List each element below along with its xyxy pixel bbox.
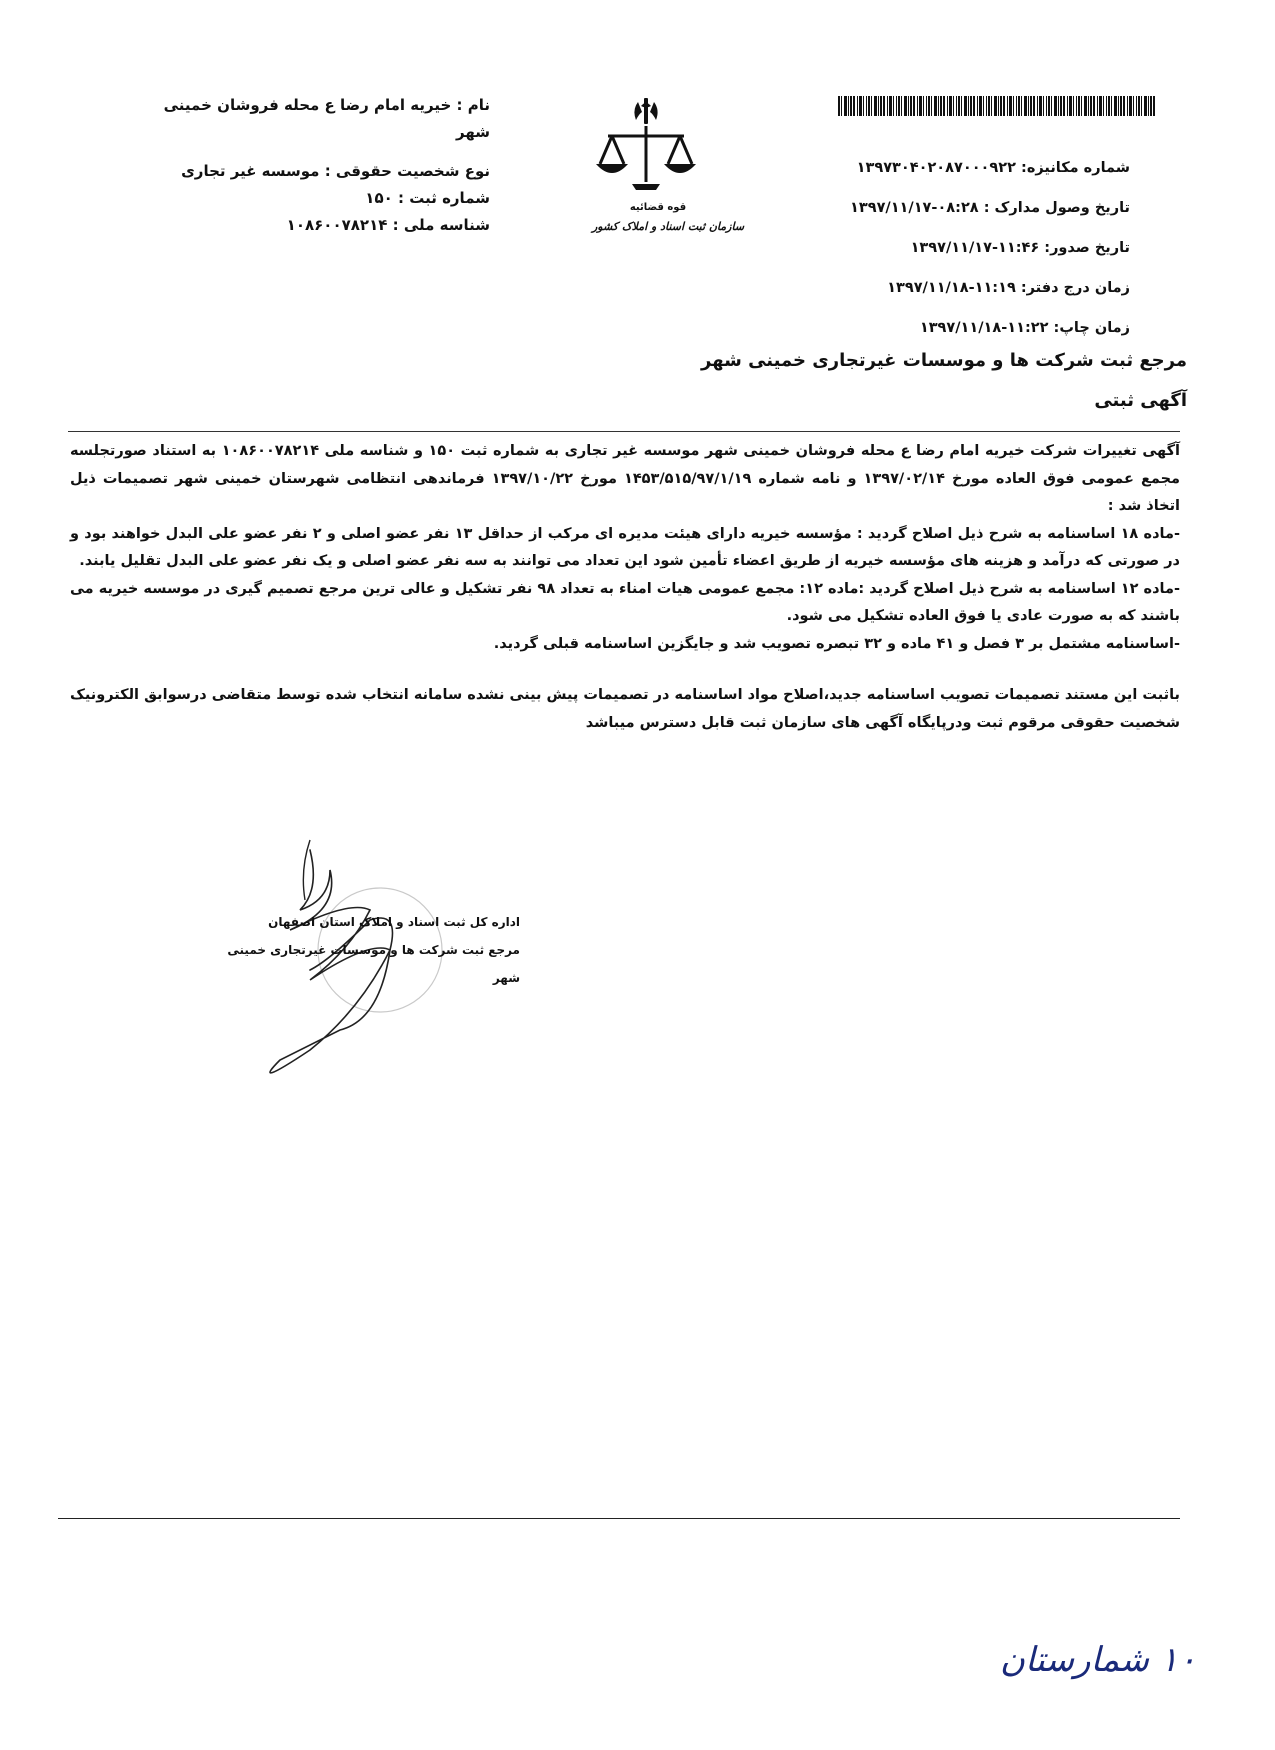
signature-reference: مرجع ثبت شرکت ها و موسسات غیرتجاری خمینی شهر — [227, 943, 520, 985]
body-paragraph-intro: آگهی تغییرات شرکت خیریه امام رضا ع محله فروشان خمینی شهر موسسه غیر تجاری به شماره ثبت ۱۵۰ و شناسه ملی ۱۰۸۶۰۰۷۸۲۱۴ به استناد صورتجلسه مجمع عمومی فوق العاده مورخ ۱۳۹۷/۰۲/۱۴ و نامه شماره ۱۴۵۳/۵۱۵/۹۷/۱/۱۹ مورخ ۱۳۹۷/۱۰/۲۲ فرماندهی انتظامی شهرستان خمینی شهر تصمیمات ذیل اتخاذ شد : — [70, 443, 1181, 514]
receipt-date: تاریخ وصول مدارک : ۰۸:۲۸-۱۳۹۷/۱۱/۱۷ — [850, 200, 1130, 216]
legal-type: نوع شخصیت حقوقی : موسسه غیر تجاری — [181, 162, 490, 180]
entity-info-block — [163, 92, 490, 239]
announcement-body — [70, 438, 1180, 737]
top-divider — [68, 431, 1180, 432]
mechanized-number: شماره مکانیزه: ۱۳۹۷۳۰۴۰۲۰۸۷۰۰۰۹۲۲ — [856, 160, 1130, 176]
bottom-divider — [58, 1518, 1180, 1519]
body-paragraph-article-12: -ماده ۱۲ اساسنامه به شرح ذیل اصلاح گردید :ماده ۱۲: مجمع عمومی هیات امناء به تعداد ۹۸ نفر تشکیل و عالی ترین مرجع تصمیم گیری در موسسه خیریه می باشند که به صورت عادی یا فوق العاده تشکیل می شود. — [70, 580, 1180, 624]
national-id: شناسه ملی : ۱۰۸۶۰۰۷۸۲۱۴ — [286, 216, 490, 234]
body-paragraph-closing: باثبت این مستند تصمیمات تصویب اساسنامه جدید،اصلاح مواد اساسنامه در تصمیمات پیش بینی نشده سامانه انتخاب شده توسط متقاضی درسوابق الکترونیک شخصیت حقوقی مرقوم ثبت ودرپایگاه آگهی های سازمان ثبت قابل دسترس میباشد — [70, 687, 1180, 731]
signature-block — [200, 908, 520, 992]
registry-org-label: سازمان ثبت اسناد و املاک کشور — [591, 220, 745, 233]
document-meta-block — [830, 148, 1130, 348]
handwritten-note: ۱۰ شمارستان — [1000, 1640, 1197, 1680]
barcode-icon — [838, 96, 1156, 116]
iran-judiciary-scales-emblem-icon — [578, 92, 768, 252]
entity-name-cont: شهر — [456, 123, 490, 141]
issue-date: تاریخ صدور: ۱۱:۴۶-۱۳۹۷/۱۱/۱۷ — [910, 240, 1130, 256]
registry-reference-title: مرجع ثبت شرکت ها و موسسات غیرتجاری خمینی شهر — [701, 350, 1187, 371]
judiciary-label: قوه قضائیه — [629, 202, 687, 213]
body-paragraph-statute: -اساسنامه مشتمل بر ۳ فصل و ۴۱ ماده و ۳۲ تبصره تصویب شد و جایگزین اساسنامه قبلی گردید. — [493, 635, 1180, 652]
record-time: زمان درج دفتر: ۱۱:۱۹-۱۳۹۷/۱۱/۱۸ — [887, 280, 1130, 296]
entity-name: نام : خیریه امام رضا ع محله فروشان خمینی — [163, 96, 490, 114]
print-time: زمان چاپ: ۱۱:۲۲-۱۳۹۷/۱۱/۱۸ — [919, 320, 1130, 336]
signature-office: اداره کل ثبت اسناد و املاک استان اصفهان — [268, 915, 520, 929]
ad-title: آگهی ثبتی — [1094, 390, 1187, 411]
body-paragraph-article-18: -ماده ۱۸ اساسنامه به شرح ذیل اصلاح گردید : مؤسسه خیریه دارای هیئت مدیره ای مرکب از حداقل ۱۳ نفر عضو اصلی و ۲ نفر عضو علی البدل خواهند بود و در صورتی که درآمد و هزینه های مؤسسه خیریه از طریق اعضاء تأمین شود این تعداد می توانند به سه نفر عضو اصلی و یک نفر عضو علی البدل تقلیل یابند. — [70, 525, 1180, 569]
registration-number: شماره ثبت : ۱۵۰ — [365, 189, 490, 207]
